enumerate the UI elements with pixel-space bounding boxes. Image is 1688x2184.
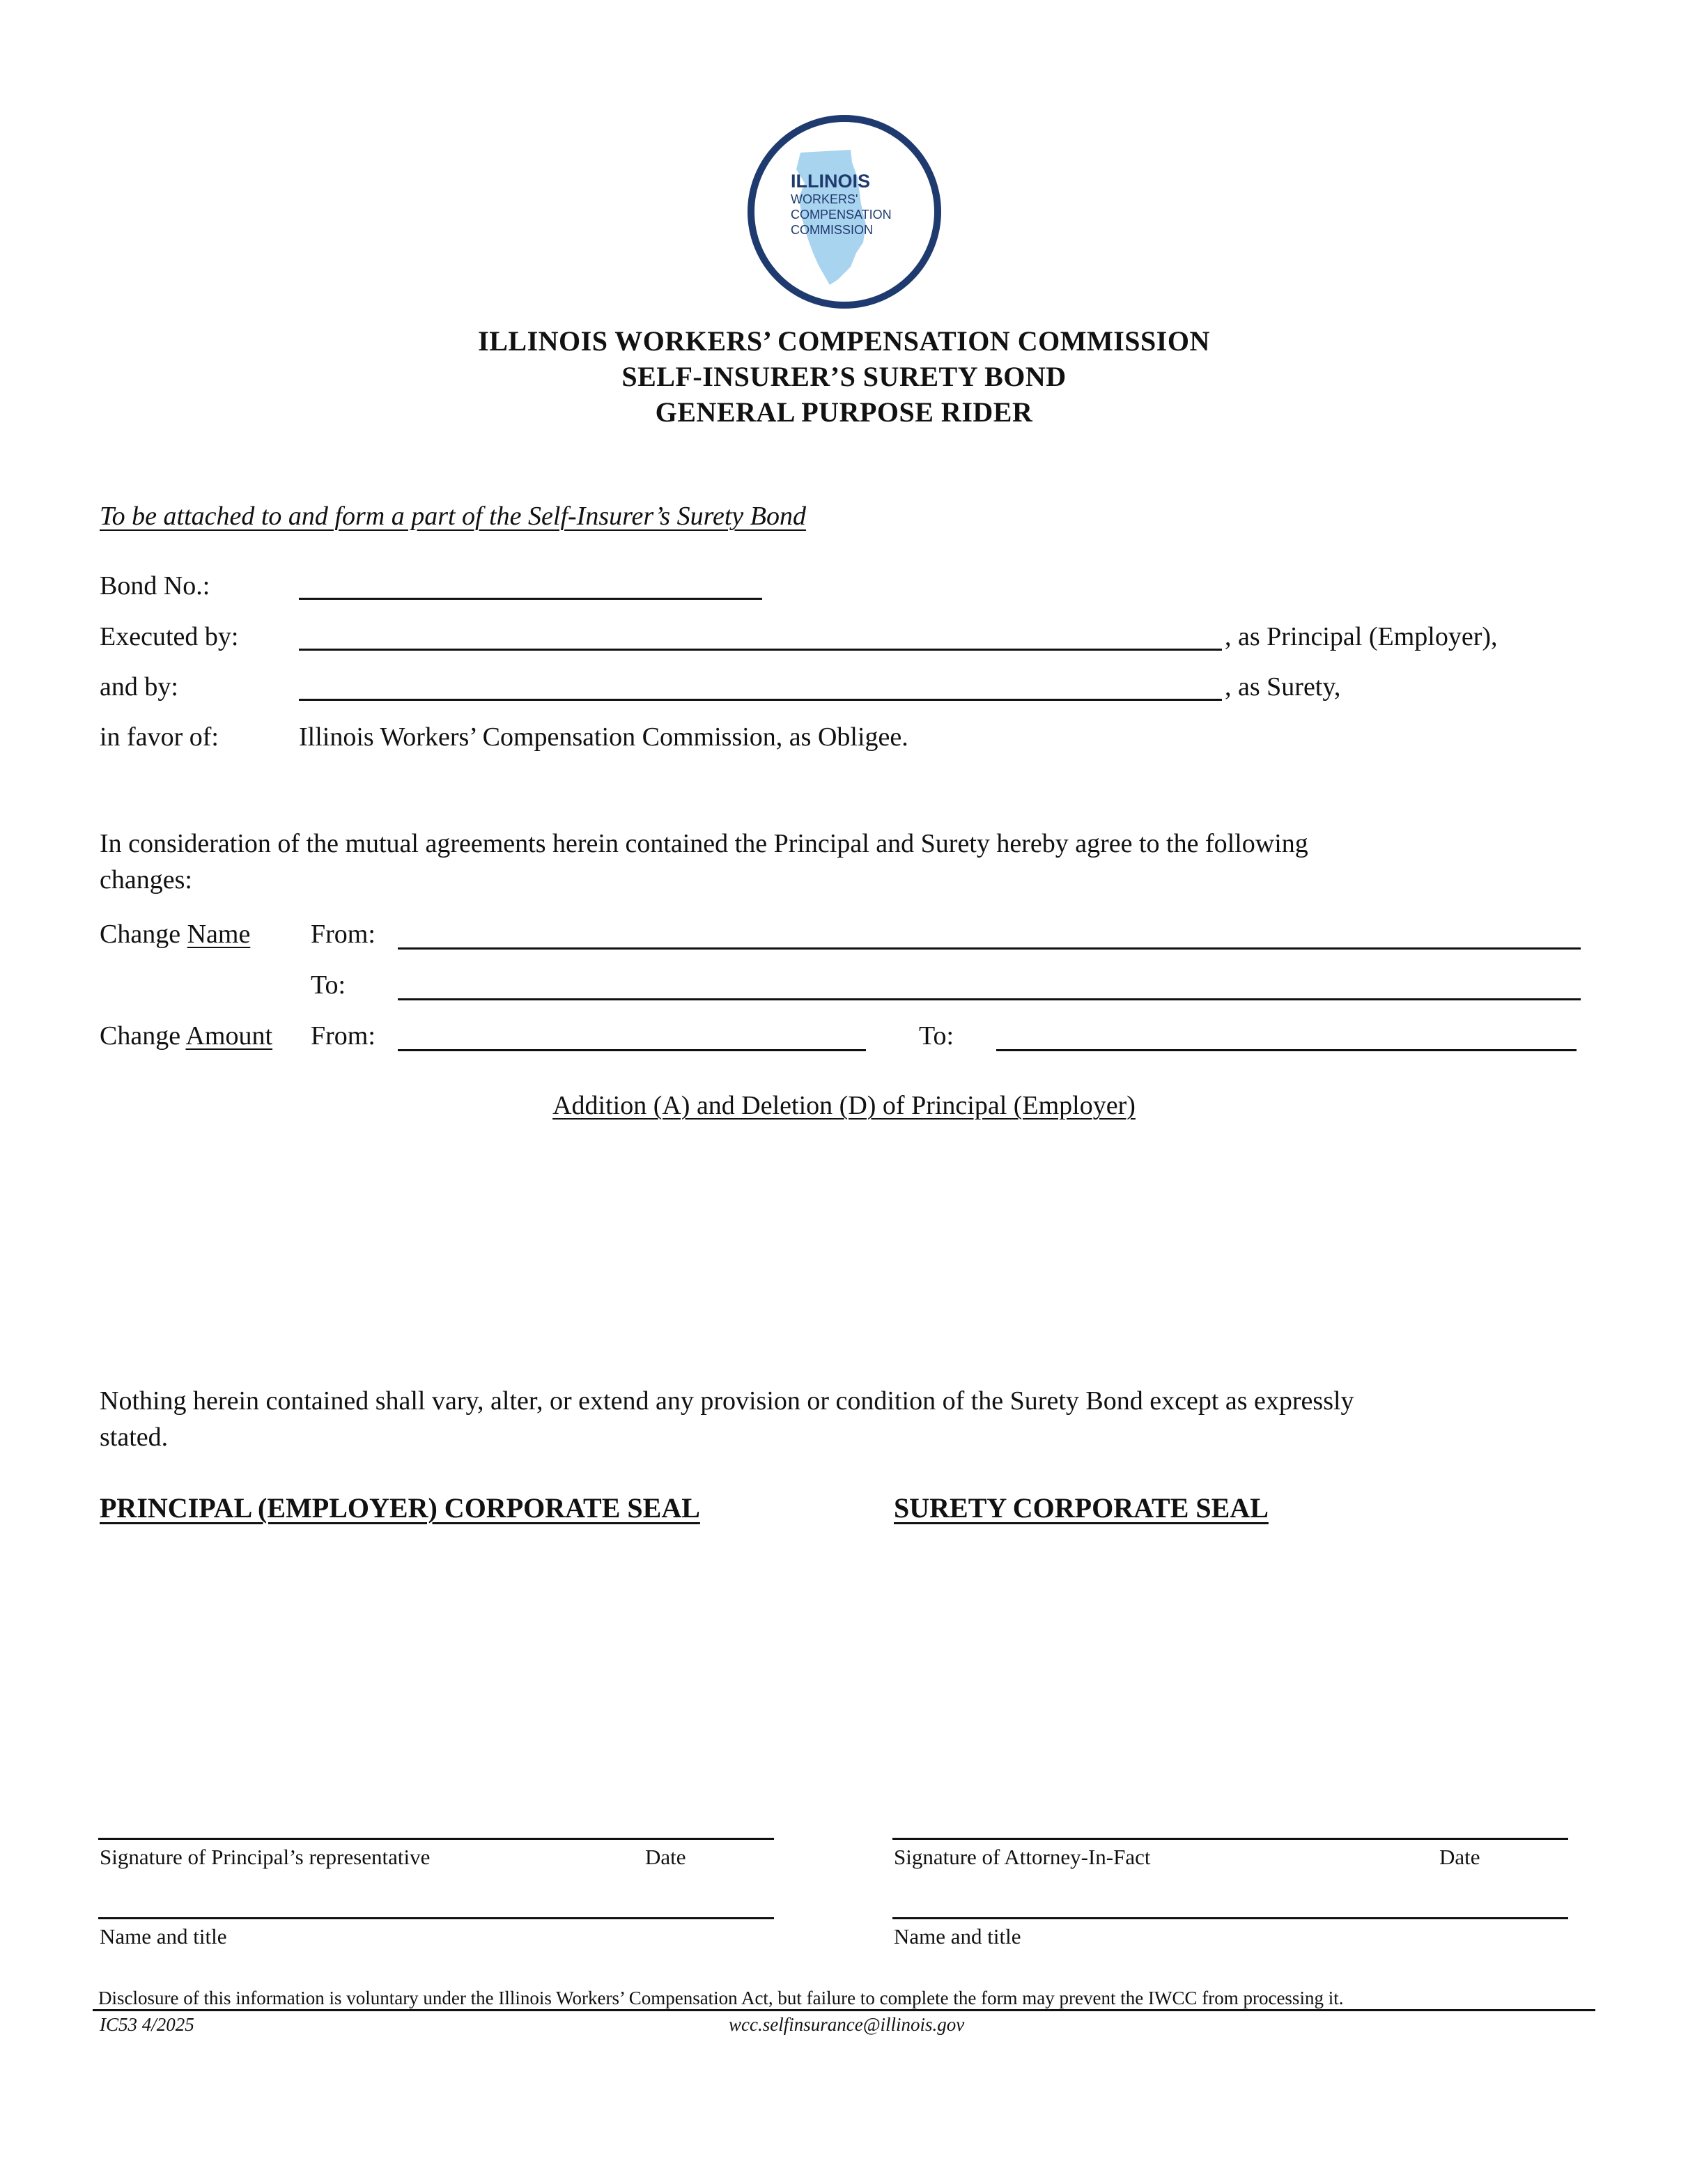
logo-line-3: COMPENSATION bbox=[791, 208, 892, 222]
form-id: IC53 4/2025 bbox=[100, 2014, 194, 2035]
logo-line-2: WORKERS' bbox=[791, 192, 858, 206]
attorney-signature-line[interactable] bbox=[892, 1838, 1568, 1840]
logo-line-4: COMMISSION bbox=[791, 223, 874, 237]
change-amount-from-label: From: bbox=[311, 1021, 375, 1051]
change-amount-from-field[interactable] bbox=[398, 1049, 866, 1051]
nothing-herein-line-2: stated. bbox=[100, 1423, 169, 1452]
change-name-to-field[interactable] bbox=[398, 998, 1581, 1000]
amount-word: Amount bbox=[185, 1021, 273, 1051]
principal-seal-heading: PRINCIPAL (EMPLOYER) CORPORATE SEAL bbox=[100, 1492, 700, 1524]
change-word: Change bbox=[100, 920, 181, 949]
header-title-3: GENERAL PURPOSE RIDER bbox=[655, 396, 1033, 428]
header-title-1: ILLINOIS WORKERS’ COMPENSATION COMMISSION bbox=[478, 325, 1210, 357]
and-by-label: and by: bbox=[100, 672, 178, 702]
attorney-name-title-line[interactable] bbox=[892, 1917, 1568, 1919]
principal-name-title-line[interactable] bbox=[98, 1917, 774, 1919]
disclosure-text: Disclosure of this information is voluntary under the Illinois Workers’ Compensation Act, but failure to complete the form may prevent the IWCC from processing it. bbox=[98, 1988, 1344, 2008]
change-name-from-label: From: bbox=[311, 920, 375, 949]
logo-line-1: ILLINOIS bbox=[791, 171, 870, 192]
and-by-field[interactable] bbox=[299, 699, 1222, 701]
header-title-2: SELF-INSURER’S SURETY BOND bbox=[621, 361, 1067, 392]
consideration-line-2: changes: bbox=[100, 865, 192, 894]
principal-signature-line[interactable] bbox=[98, 1838, 774, 1840]
change-amount-to-label: To: bbox=[919, 1021, 954, 1051]
intro-line: To be attached to and form a part of the Self-Insurer’s Surety Bond bbox=[100, 502, 806, 531]
executed-by-field[interactable] bbox=[299, 649, 1222, 651]
change-amount-label bbox=[100, 1020, 272, 1052]
change-name-label bbox=[100, 918, 250, 950]
and-by-suffix: , as Surety, bbox=[1225, 672, 1341, 702]
contact-email: wcc.selfinsurance@illinois.gov bbox=[729, 2014, 965, 2035]
principal-date-label: Date bbox=[645, 1845, 686, 1869]
consideration-line-1: In consideration of the mutual agreements herein contained the Principal and Surety hereby agree to the following bbox=[100, 829, 1308, 858]
executed-by-label: Executed by: bbox=[100, 622, 239, 651]
name-word: Name bbox=[187, 920, 251, 949]
nothing-herein-line-1: Nothing herein contained shall vary, alter, or extend any provision or condition of the Surety Bond except as expressly bbox=[100, 1386, 1354, 1416]
attorney-name-title-label: Name and title bbox=[894, 1924, 1021, 1949]
attorney-date-label: Date bbox=[1439, 1845, 1480, 1869]
in-favor-label: in favor of: bbox=[100, 722, 219, 752]
footer-rule bbox=[93, 2009, 1595, 2011]
principal-name-title-label: Name and title bbox=[100, 1924, 227, 1949]
executed-by-suffix: , as Principal (Employer), bbox=[1225, 622, 1498, 651]
iwcc-logo bbox=[746, 114, 943, 310]
bond-no-label: Bond No.: bbox=[100, 571, 210, 601]
principal-signature-label: Signature of Principal’s representative bbox=[100, 1845, 431, 1869]
surety-seal-heading: SURETY CORPORATE SEAL bbox=[894, 1492, 1269, 1524]
change-name-from-field[interactable] bbox=[398, 947, 1581, 950]
change-name-to-label: To: bbox=[311, 970, 346, 1000]
addition-deletion-heading: Addition (A) and Deletion (D) of Principal (Employer) bbox=[552, 1091, 1136, 1120]
change-word-2: Change bbox=[100, 1021, 181, 1051]
attorney-signature-label: Signature of Attorney-In-Fact bbox=[894, 1845, 1151, 1869]
change-amount-to-field[interactable] bbox=[996, 1049, 1577, 1051]
in-favor-value: Illinois Workers’ Compensation Commission, as Obligee. bbox=[299, 722, 908, 752]
bond-no-field[interactable] bbox=[299, 598, 762, 600]
